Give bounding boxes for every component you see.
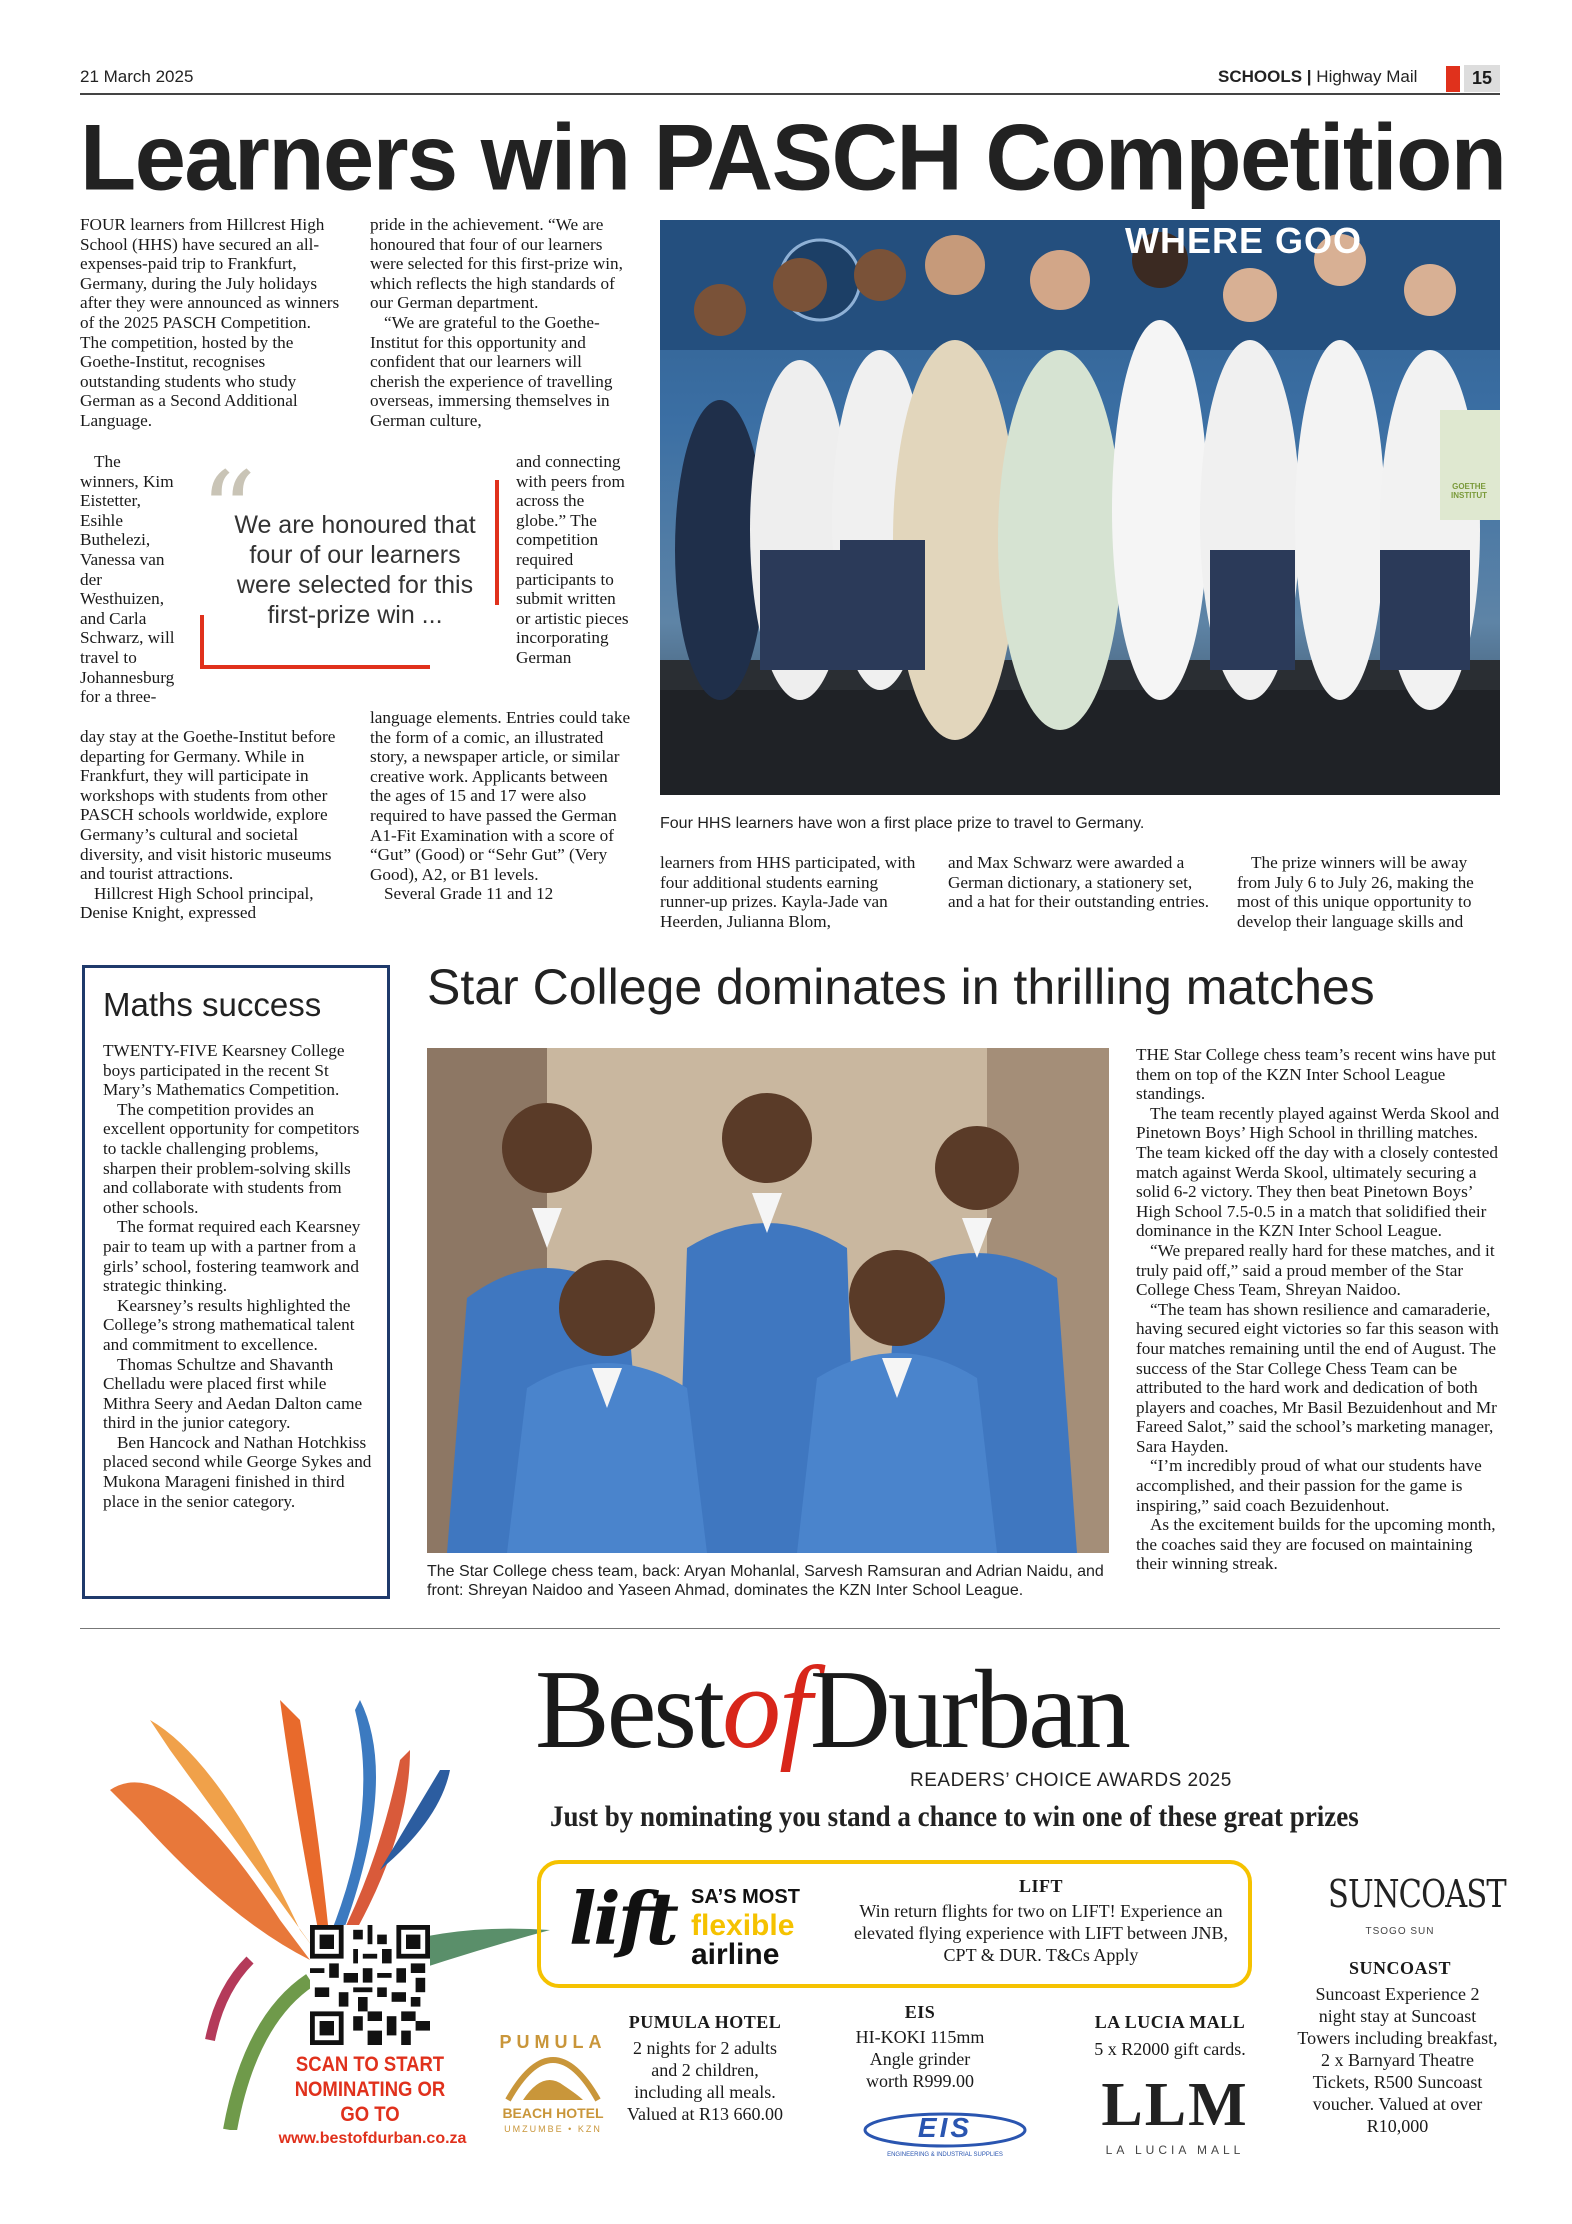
paragraph: language elements. Entries could take the form of a comic, an illustrated story, a newspaper article, or similar creative work. Applicants between the ages of 15 and 17 were also required to have passed the German A1-Fit Examination with a score of “Gut” (Good) or “Sehr Gut” (Very Good), A2, or B1 levels. (370, 708, 631, 884)
photo-banner-text: WHERE GOO (1125, 220, 1363, 261)
chess-headline: Star College dominates in thrilling matches (427, 959, 1375, 1015)
lift-brand-line3: airline (691, 1938, 780, 1971)
paragraph: The team recently played against Werda Skool and Pinetown Boys’ High School in thrilling matches. The team kicked off the day with a closely contested match against Werda Skool, ultimately securing a solid 6-2 victory. They then beat Pinetown Boys’ High School 7.5-0.5 in a match that solidified their dominance in the KZN Inter School League. (1136, 1103, 1500, 1241)
paragraph: FOUR learners from Hillcrest High School (HHS) have secured an all-expenses-paid trip to Frankfurt, Germany, during the July holidays after they were announced as winners of the 2025 PASCH Competition. (80, 215, 340, 332)
paragraph: The format required each Kearsney pair to team up with a partner from a girls’ school, fostering teamwork and strategic thinking. (103, 1217, 361, 1296)
article1-col2-end (370, 708, 632, 904)
hhs-photo-caption: Four HHS learners have won a first place prize to travel to Germany. (660, 815, 1145, 832)
photo-illustration (427, 1048, 1109, 1553)
paragraph: Several Grade 11 and 12 (384, 884, 554, 904)
pumula-logo-text: PUMULA (499, 2032, 607, 2052)
awards-subtitle: READERS’ CHOICE AWARDS 2025 (910, 1770, 1232, 1791)
qr-code-icon[interactable] (310, 1925, 430, 2045)
suncoast-prize-name: SUNCOAST (1348, 1958, 1452, 1978)
lalucia-prize-name: LA LUCIA MALL (1094, 2012, 1246, 2032)
header-rule (80, 93, 1500, 95)
lift-brand-line1: SA’S MOST (691, 1886, 800, 1908)
title-durban: Durban (809, 1648, 1128, 1772)
hhs-group-photo (660, 220, 1500, 795)
paragraph: “We are grateful to the Goethe-Institut for this opportunity and confident that our learners will cherish the experience of travelling overseas, immersing themselves in German culture, (370, 312, 613, 430)
header-separator: | (1306, 67, 1312, 86)
paragraph: Ben Hancock and Nathan Hotchkiss placed second while George Sykes and Mukona Marageni finished in third place in the senior category. (103, 1432, 372, 1511)
paragraph: “The team has shown resilience and camaraderie, having secured eight victories so far this season with four matches remaining until the end of August. The success of the Star College Chess Team can be attributed to the hard work and dedication of both players and coaches, Mr Basil Bezuidenhout and Mr Fareed Salot,” said the school’s marketing manager, Sara Hayden. (1136, 1299, 1499, 1456)
paragraph: “I’m incredibly proud of what our students have accomplished, and their passion for the game is inspiring,” said coach Bezuidenhout. (1136, 1456, 1482, 1515)
chess-photo-caption: The Star College chess team, back: Aryan Mohanlal, Sarvesh Ramsuran and Adrian Naidu, and front: Shreyan Naidoo and Yaseen Ahmad, dominates the KZN Inter School League. (427, 1563, 1104, 1599)
website-link[interactable]: www.bestofdurban.co.za (278, 2130, 467, 2147)
pull-quote-frame-left (200, 615, 204, 667)
maths-title: Maths success (103, 986, 322, 1023)
eis-logo-sub: ENGINEERING & INDUSTRIAL SUPPLIES (887, 2152, 1003, 2158)
quote-mark-icon: “ (200, 448, 257, 576)
pumula-logo-sub: BEACH HOTEL (502, 2105, 604, 2121)
paragraph: Hillcrest High School principal, Denise Knight, expressed (80, 883, 314, 923)
paragraph: pride in the achievement. “We are honoured that four of our learners were selected for this first-prize win, which reflects the high standards of our German department. (370, 215, 623, 313)
paragraph: Kearsney’s results highlighted the College’s strong mathematical talent and commitment to excellence. (103, 1295, 355, 1354)
photo-illustration (660, 220, 1500, 795)
paragraph: “We prepared really hard for these matches, and it truly paid off,” said a proud member of the Star College Chess Team, Shreyan Naidoo. (1136, 1240, 1495, 1300)
title-best: Best (535, 1648, 723, 1772)
section-label: SCHOOLS (1218, 67, 1303, 86)
article-headline: Learners win PASCH Competition (80, 105, 1506, 211)
paragraph: As the excitement builds for the upcoming month, the coaches said they are focused on maintaining their winning streak. (1136, 1515, 1496, 1574)
lift-prize-box (537, 1860, 1252, 1988)
title-of: of (722, 1642, 810, 1773)
article1-col1 (80, 215, 342, 431)
section-rule (80, 1628, 1500, 1629)
chess-team-photo (427, 1048, 1109, 1553)
paragraph: TWENTY-FIVE Kearsney College boys participated in the recent St Mary’s Mathematics Competition. (103, 1041, 345, 1100)
lift-brand-line2: flexible (691, 1909, 795, 1942)
eis-prize-text: HI-KOKI 115mm Angle grinder worth R999.00 (855, 2027, 985, 2091)
lift-brand-lines (691, 1882, 800, 1970)
paragraph: Thomas Schultze and Shavanth Chelladu were placed first while Mithra Seery and Aedan Dalton came third in the junior category. (103, 1354, 363, 1433)
article1-col5: The prize winners will be away from July 6 to July 26, making the most of this unique opportunity to develop their language skills and (1237, 853, 1474, 931)
scan-instructions (291, 2052, 449, 2127)
suncoast-logo-sub: TSOGO SUN (1365, 1926, 1435, 1937)
paragraph: The competition, hosted by the Goethe-Institut, recognises outstanding students who study German as a Second Additional Language. (80, 332, 298, 430)
suncoast-logo: SUNCOAST (1328, 1872, 1506, 1916)
goethe-logo: GOETHE INSTITUT (1451, 482, 1487, 500)
scan-line: NOMINATING OR (294, 2078, 446, 2101)
llm-logo-sub: LA LUCIA MALL (1105, 2143, 1245, 2157)
page-number: 15 (1464, 65, 1500, 92)
article1-col3: learners from HHS participated, with four additional students earning runner-up prizes. Kayla-Jade van Heerden, Julianna Blom, (660, 853, 916, 931)
pull-quote-frame-bottom (200, 665, 430, 669)
eis-logo-text: EIS (917, 2112, 973, 2143)
pull-quote (200, 448, 500, 690)
article1-col1-narrow: The winners, Kim Eistetter, Esihle Buthelezi, Vanessa van der Westhuizen, and Carla Schwarz, will travel to Johannesburg for a three- (80, 452, 175, 707)
maths-body (103, 1041, 373, 1511)
eis-logo (860, 2110, 1030, 2165)
article1-col2-narrow: and connecting with peers from across the globe.” The competition required participants to submit written or artistic pieces incorporating German (516, 452, 629, 667)
article1-col2 (370, 215, 632, 431)
pumula-logo-location: UMZUMBE • KZN (504, 2124, 602, 2134)
paragraph: day stay at the Goethe-Institut before departing for Germany. While in Frankfurt, they will participate in workshops with students from other PASCH schools worldwide, explore Germany’s cultural and societal diversity, and visit historic museums and tourist attractions. (80, 727, 336, 884)
lift-prize-text: Win return flights for two on LIFT! Experience an elevated flying experience with LIFT between JNB, CPT & DUR. T&Cs Apply (853, 1901, 1229, 1965)
pull-quote-text: We are honoured that four of our learners were selected for this first-prize win ... (234, 511, 476, 629)
lift-logo: lift (569, 1876, 676, 1961)
pumula-prize-name: PUMULA HOTEL (628, 2012, 782, 2032)
best-of-durban-title (535, 1642, 1128, 1773)
scan-line: GO TO (340, 2103, 400, 2126)
publication-name: Highway Mail (1316, 67, 1418, 86)
eis-prize-name: EIS (904, 2002, 936, 2022)
maths-success-box (82, 965, 390, 1599)
lalucia-prize-text: 5 x R2000 gift cards. (1094, 2039, 1246, 2059)
header-red-tab (1446, 66, 1460, 92)
issue-date: 21 March 2025 (80, 67, 194, 86)
article1-col4: and Max Schwarz were awarded a German dictionary, a stationery set, and a hat for their outstanding entries. (948, 853, 1210, 912)
pull-quote-frame-right (495, 480, 499, 605)
pumula-prize-text: 2 nights for 2 adults and 2 children, including all meals. Valued at R13 660.00 (627, 2038, 783, 2124)
scan-line: SCAN TO START (295, 2053, 445, 2076)
suncoast-prize-text: Suncoast Experience 2 night stay at Suncoast Towers including breakfast, 2 x Barnyard Theatre Tickets, R500 Suncoast voucher. Valued at over R10,000 (1297, 1984, 1498, 2136)
prizes-tagline: Just by nominating you stand a chance to win one of these great prizes (550, 1800, 1359, 1833)
page-header (1218, 67, 1417, 87)
paragraph: THE Star College chess team’s recent wins have put them on top of the KZN Inter School League standings. (1136, 1045, 1496, 1104)
best-of-durban-ad (80, 1640, 1506, 2220)
article1-col1-end (80, 727, 342, 923)
llm-logo: LLM (1101, 2071, 1249, 2139)
paragraph: The competition provides an excellent opportunity for competitors to tackle challenging problems, sharpen their problem-solving skills and collaborate with students from other schools. (103, 1099, 360, 1217)
lift-prize-name: LIFT (1018, 1876, 1063, 1896)
chess-body (1136, 1045, 1500, 1574)
